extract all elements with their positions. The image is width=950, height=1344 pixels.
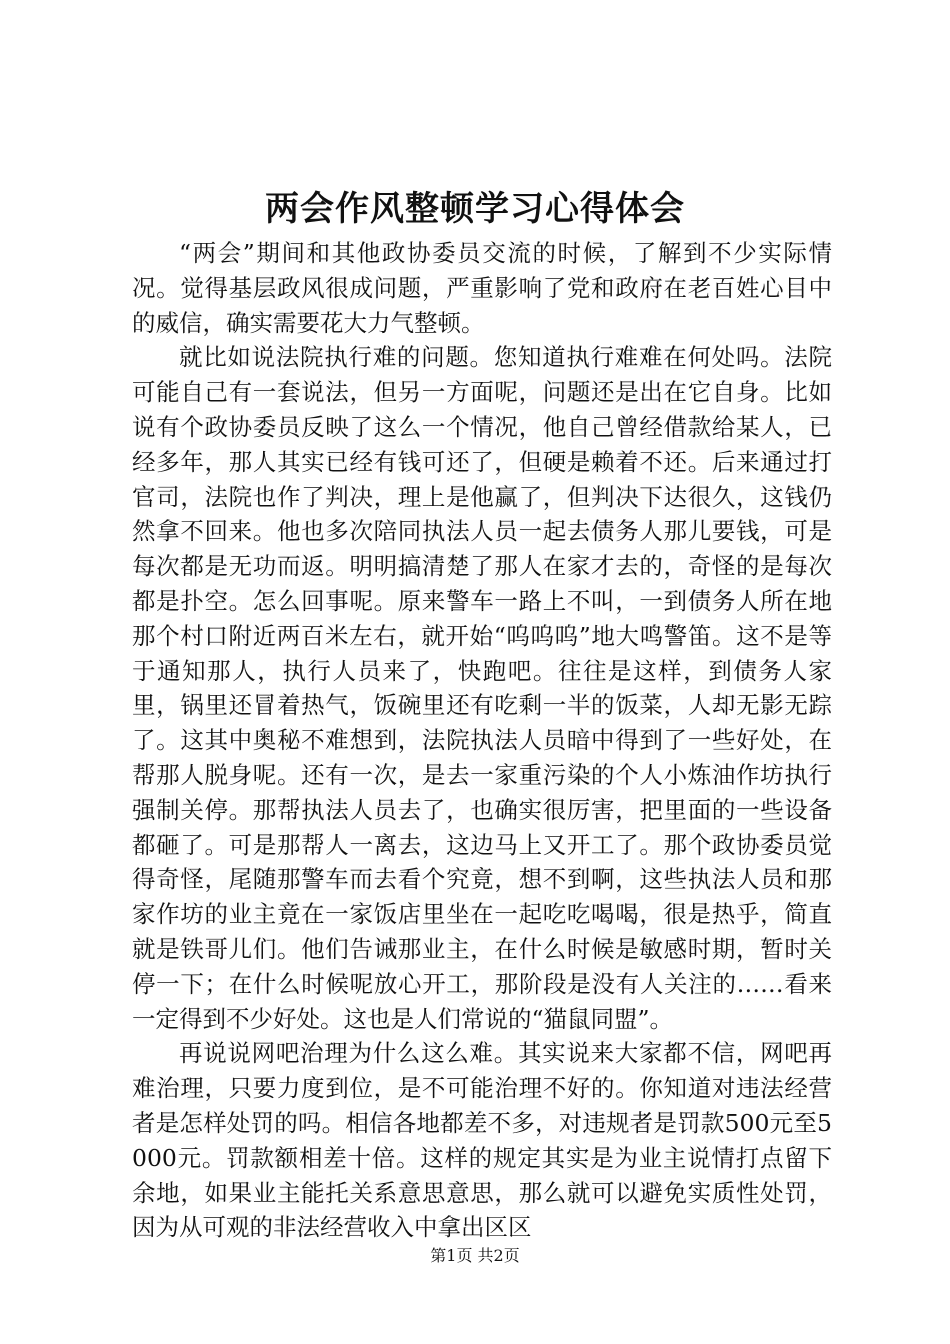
paragraph: 再说说网吧治理为什么这么难。其实说来大家都不信，网吧再难治理，只要力度到位，是不可能治理不好的。你知道对违法经营者是怎样处罚的吗。相信各地都差不多，对违规者是罚款500元至5000元。罚款额相差十倍。这样的规定其实是为业主说情打点留下余地，如果业主能托关系意思意思，那么就可以避免实质性处罚，因为从可观的非法经营收入中拿出区区 [132, 1039, 832, 1242]
document-title: 两会作风整顿学习心得体会 [265, 189, 685, 229]
page-number-footer: 第1页 共2页 [430, 1246, 520, 1265]
paragraph: “两会”期间和其他政协委员交流的时候，了解到不少实际情况。觉得基层政风很成问题，严重影响了党和政府在老百姓心目中的威信，确实需要花大力气整顿。 [132, 239, 832, 337]
paragraph: 就比如说法院执行难的问题。您知道执行难难在何处吗。法院可能自己有一套说法，但另一方面呢，问题还是出在它自身。比如说有个政协委员反映了这么一个情况，他自己曾经借款给某人，已经多年，那人其实已经有钱可还了，但硬是赖着不还。后来通过打官司，法院也作了判决，理上是他赢了，但判决下达很久，这钱仍然拿不回来。他也多次陪同执法人员一起去债务人那儿要钱，可是每次都是无功而返。明明搞清楚了那人在家才去的，奇怪的是每次都是扑空。怎么回事呢。原来警车一路上不叫，一到债务人所在地那个村口附近两百米左右，就开始“呜呜呜”地大鸣警笛。这不是等于通知那人，执行人员来了，快跑吧。往往是这样，到债务人家里，锅里还冒着热气，饭碗里还有吃剩一半的饭菜，人却无影无踪了。这其中奥秘不难想到，法院执法人员暗中得到了一些好处，在帮那人脱身呢。还有一次，是去一家重污染的个人小炼油作坊执行强制关停。那帮执法人员去了，也确实很厉害，把里面的一些设备都砸了。可是那帮人一离去，这边马上又开工了。那个政协委员觉得奇怪，尾随那警车而去看个究竟，想不到啊，这些执法人员和那家作坊的业主竟在一家饭店里坐在一起吃吃喝喝，很是热乎，简直就是铁哥儿们。他们告诫那业主，在什么时候是敏感时期，暂时关停一下；在什么时候呢放心开工，那阶段是没有人关注的……看来一定得到不少好处。这也是人们常说的“猫鼠同盟”。 [132, 343, 832, 1033]
document-body [132, 236, 832, 1245]
